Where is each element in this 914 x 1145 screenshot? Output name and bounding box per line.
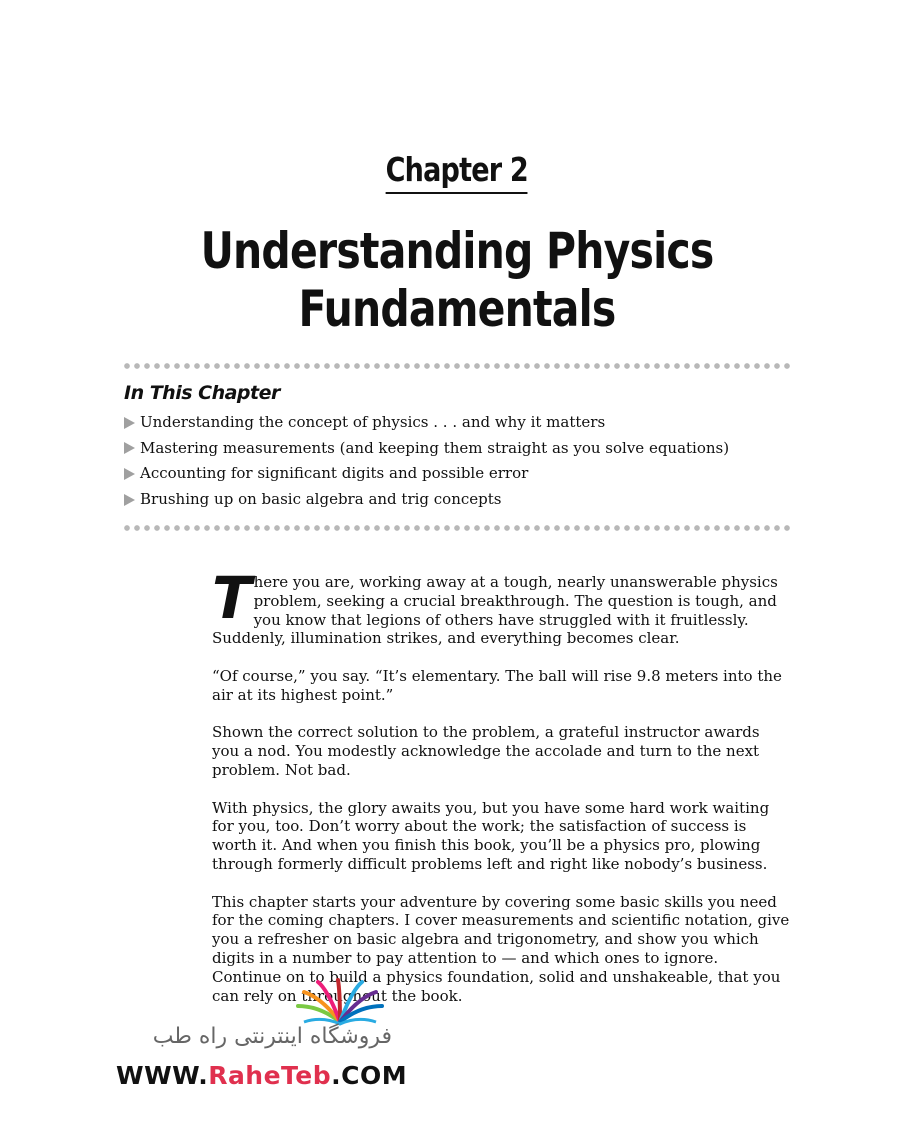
triangle-bullet-icon	[124, 494, 135, 506]
dotted-divider-top	[122, 362, 792, 370]
chapter-topics-list	[124, 410, 729, 512]
triangle-bullet-icon	[124, 442, 135, 454]
paragraph-5: This chapter starts your adventure by covering some basic skills you need for the coming chapters. I cover measurements and scientific notation, give you a refresher on basic algebra and trigonometry, and show you which digits in a number to pay attention to — and which ones to ignore. Continue on to build a physics foundation, solid and unshakeable, that you can rely on throughout the book.	[212, 892, 790, 1005]
paragraph-3: Shown the correct solution to the problem, a grateful instructor awards you a nod. You modestly acknowledge the accolade and turn to the next problem. Not bad.	[212, 723, 760, 779]
chapter-title-line2: Fundamentals	[298, 280, 616, 338]
list-item: Understanding the concept of physics . . . and why it matters	[124, 410, 729, 436]
triangle-bullet-icon	[124, 417, 135, 429]
list-item: Brushing up on basic algebra and trig concepts	[124, 487, 729, 513]
chapter-title	[0, 222, 914, 338]
chapter-body	[212, 564, 790, 1024]
list-item: Mastering measurements (and keeping them straight as you solve equations)	[124, 436, 729, 462]
in-this-chapter-heading: In This Chapter	[124, 382, 280, 404]
watermark-store-name: فروشگاه اینترنتی راه طب	[152, 1024, 392, 1049]
drop-cap: T	[212, 564, 250, 632]
paragraph-4: With physics, the glory awaits you, but you have some hard work waiting for you, too. Don’t worry about the work; the satisfaction of success is worth it. And when you finish this book, you’ll be a physics pro, plowing through formerly difficult problems left and right like nobody’s business.	[212, 798, 770, 873]
chapter-title-line1: Understanding Physics	[200, 222, 714, 280]
paragraph-1: T here you are, working away at a tough, nearly unanswerable physics problem, seeking a crucial breakthrough. The question is tough, and you know that legions of others have struggled with it fruitlessly. Suddenly, illumination strikes, and everything becomes clear.	[212, 564, 778, 648]
list-item: Accounting for significant digits and possible error	[124, 461, 729, 487]
paragraph-2: “Of course,” you say. “It’s elementary. The ball will rise 9.8 meters into the air at its highest point.”	[212, 666, 782, 704]
chapter-label: Chapter 2	[0, 150, 914, 194]
watermark-url: WWW.RaheTeb.COM	[116, 1061, 408, 1090]
triangle-bullet-icon	[124, 468, 135, 480]
book-logo-icon	[290, 976, 390, 1028]
dotted-divider-bottom	[122, 524, 792, 532]
